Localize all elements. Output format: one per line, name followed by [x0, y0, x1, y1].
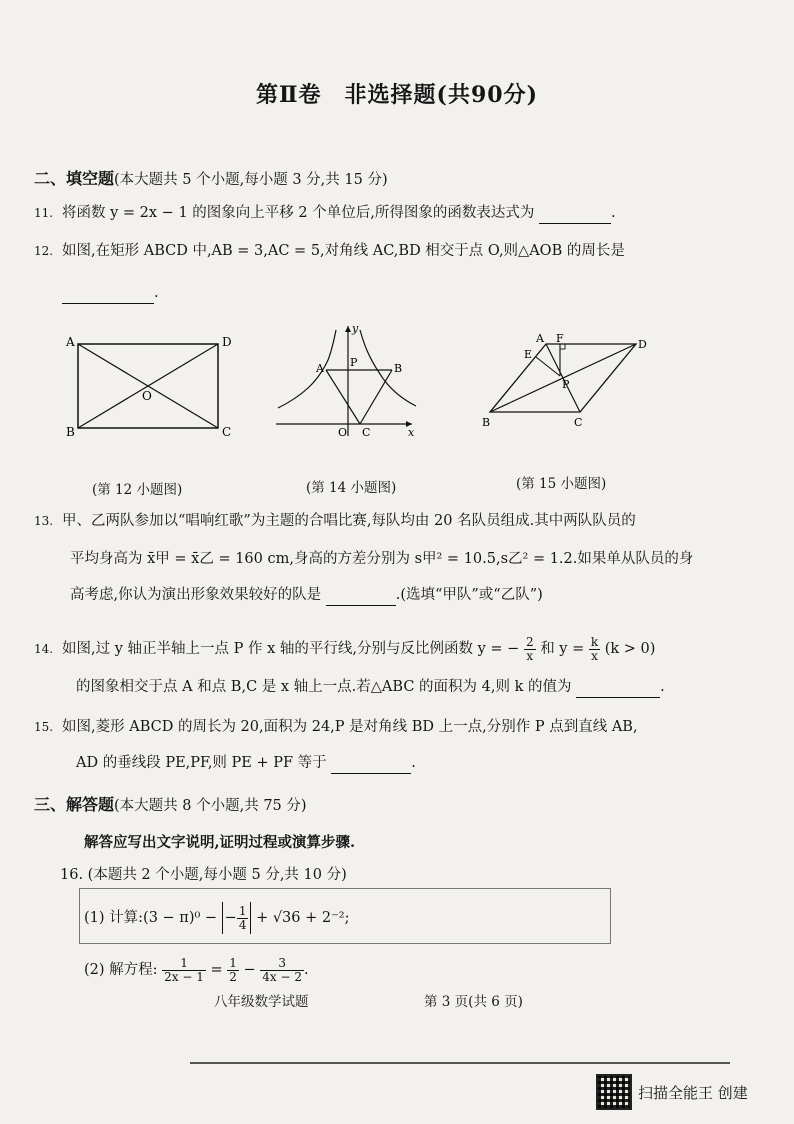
question-13-line-2: 平均身高为 x̄甲 = x̄乙 = 160 cm,身高的方差分别为 s甲² = 10.5,s乙² = 1.2.如果单从队员的身: [70, 551, 694, 567]
label-B: B: [394, 362, 403, 375]
section-3-note: (本大题共 8 个小题,共 75 分): [114, 798, 307, 814]
question-14-line-2-text: 的图象相交于点 A 和点 B,C 是 x 轴上一点.若△ABC 的面积为 4,则 k 的值为: [76, 679, 572, 695]
question-11: [34, 202, 616, 224]
part-2-label: (2) 解方程:: [84, 962, 158, 978]
question-15-line-1: 如图,菱形 ABCD 的周长为 20,面积为 24,P 是对角线 BD 上一点,分别作 P 点到直线 AB,: [62, 719, 638, 735]
answer-blank-14[interactable]: [576, 683, 660, 698]
label-O: O: [142, 389, 152, 403]
section-3-heading: [34, 792, 307, 815]
fraction-k-over-x: $\frac{k}{x}$: [590, 634, 599, 663]
footer-subject: 八年级数学试题: [214, 994, 309, 1010]
question-number: 14.: [34, 642, 54, 656]
figure-14-hyperbola: [272, 320, 422, 440]
label-F: F: [556, 332, 564, 345]
question-12-tail: .: [154, 285, 159, 301]
section-2-note: (本大题共 5 个小题,每小题 3 分,共 15 分): [114, 172, 388, 188]
qr-code-icon: [596, 1074, 632, 1110]
label-C: C: [362, 426, 371, 439]
page-title: 第Ⅱ卷 非选择题(共90分): [256, 82, 538, 108]
question-12: [34, 240, 625, 262]
question-13-line-3-text: 高考虑,你认为演出形象效果较好的队是: [70, 587, 322, 603]
section-2-label: 二、填空题: [34, 169, 115, 188]
question-12-text: 如图,在矩形 ABCD 中,AB = 3,AC = 5,对角线 AC,BD 相交于点 O,则△AOB 的周长是: [62, 243, 625, 259]
fraction-1-over-2: $\frac{1}{2}$: [229, 955, 237, 984]
answer-blank-15[interactable]: [331, 759, 411, 774]
figure-12-caption: (第 12 小题图): [92, 482, 183, 498]
label-A: A: [316, 362, 324, 375]
label-C: C: [574, 416, 583, 429]
section-3-label: 三、解答题: [34, 795, 115, 814]
label-P: P: [562, 378, 570, 391]
watermark-text: 扫描全能王 创建: [638, 1083, 748, 1102]
label-D: D: [222, 335, 232, 349]
figure-12-rectangle: [60, 330, 240, 440]
label-D: D: [638, 338, 647, 351]
question-11-text: 将函数 y = 2x − 1 的图象向上平移 2 个单位后,所得图象的函数表达式为: [62, 205, 535, 221]
part-1-expression-end: + √36 + 2⁻²;: [256, 910, 350, 926]
scanner-watermark: [596, 1074, 748, 1110]
label-O: O: [338, 426, 348, 439]
question-13-options: .(选填“甲队”或“乙队”): [395, 587, 543, 603]
answer-blank-13[interactable]: [326, 591, 396, 606]
question-14-text: 如图,过 y 轴正半轴上一点 P 作 x 轴的平行线,分别与反比例函数 y = −: [62, 641, 520, 657]
label-A: A: [66, 335, 75, 349]
question-13-line-3: [70, 584, 543, 606]
label-x: x: [408, 426, 415, 439]
question-13: [34, 510, 636, 532]
label-E: E: [524, 348, 533, 361]
footer-page-number: 第 3 页(共 6 页): [424, 994, 523, 1010]
question-15: [34, 716, 638, 738]
absolute-value: − $\frac{1}{4}$: [222, 902, 252, 934]
question-15-line-2-text: AD 的垂线段 PE,PF,则 PE + PF 等于: [76, 755, 327, 771]
question-15-line-2: [76, 752, 416, 774]
part-2-end: .: [304, 962, 309, 978]
question-14-condition: (k > 0): [604, 641, 656, 657]
label-B: B: [482, 416, 491, 429]
question-16-part-1: [84, 902, 349, 934]
question-14-line-2: [76, 676, 665, 698]
question-14-mid: 和 y =: [540, 641, 585, 657]
fraction-1-over-2x-1: $\frac{1}{2x - 1}$: [164, 955, 204, 984]
question-16-part-2: [84, 954, 309, 986]
part-1-expression-start: (1) 计算:(3 − π)⁰ −: [84, 910, 222, 926]
page-bottom-rule: [190, 1062, 730, 1064]
fraction-2-over-x: $\frac{2}{x}$: [525, 634, 534, 663]
fraction-1-over-4: $\frac{1}{4}$: [238, 903, 247, 932]
question-number: 15.: [34, 720, 54, 734]
question-15-tail: .: [411, 755, 416, 771]
figure-15-caption: (第 15 小题图): [516, 476, 607, 492]
figure-15-rhombus: [476, 330, 676, 434]
fraction-3-over-4x-2: $\frac{3}{4x - 2}$: [262, 955, 303, 984]
label-C: C: [222, 425, 232, 439]
section-2-heading: [34, 166, 388, 189]
question-14: [34, 634, 655, 664]
question-number: 11.: [34, 206, 54, 220]
label-B: B: [66, 425, 75, 439]
label-A: A: [536, 332, 544, 345]
question-16-heading: 16. (本题共 2 个小题,每小题 5 分,共 10 分): [60, 867, 347, 883]
equals-sign: =: [210, 962, 223, 978]
question-number: 12.: [34, 244, 54, 258]
figure-14-caption: (第 14 小题图): [306, 480, 397, 496]
answer-blank-12[interactable]: [62, 289, 154, 304]
question-12-answer-line: [62, 282, 159, 304]
answer-instruction: 解答应写出文字说明,证明过程或演算步骤.: [84, 834, 356, 851]
question-14-tail: .: [660, 679, 665, 695]
label-y: y: [352, 322, 359, 335]
minus-sign: −: [243, 962, 256, 978]
answer-blank-11[interactable]: [539, 209, 611, 224]
question-number: 13.: [34, 514, 54, 528]
question-11-tail: .: [610, 205, 616, 221]
label-P: P: [350, 356, 358, 369]
question-13-line-1: 甲、乙两队参加以“唱响红歌”为主题的合唱比赛,每队均由 20 名队员组成.其中两队队员的: [62, 513, 636, 529]
